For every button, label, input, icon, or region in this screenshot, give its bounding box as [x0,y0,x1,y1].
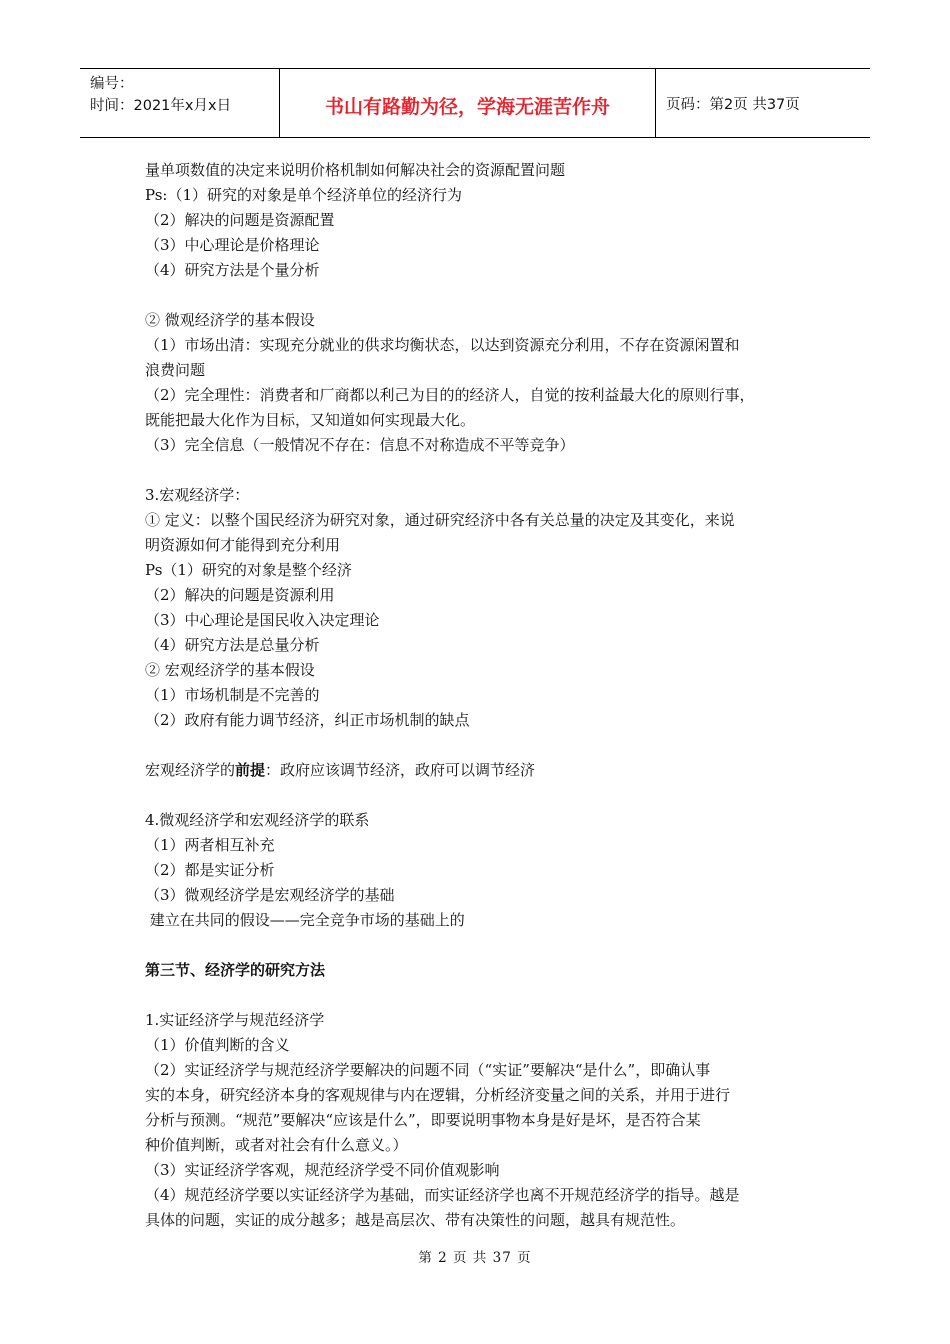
time-label: 时间：2021年x月x日 [90,98,232,114]
blank-line [145,983,817,1008]
section-title-relation: 4.微观经济学和宏观经济学的联系 [145,811,370,829]
section-title-macro: 3.宏观经济学： [145,486,250,504]
body-line: （4）研究方法是总量分析 [145,636,320,654]
body-line: Ps（1）研究的对象是整个经济 [145,561,352,579]
body-line: （2）政府有能力调节经济，纠正市场机制的缺点 [145,711,470,729]
body-line: 实的本身，研究经济本身的客观规律与内在逻辑，分析经济变量之间的关系，并用于进行 [145,1086,731,1104]
body-line: （2）解决的问题是资源利用 [145,586,335,604]
premise-rest: ：政府应该调节经济，政府可以调节经济 [265,761,536,779]
body-line: （1）市场出清：实现充分就业的供求均衡状态，以达到资源充分利用，不存在资源闲置和 [145,336,740,354]
body-line: ② 宏观经济学的基本假设 [145,661,315,679]
premise-bold: 前提 [235,761,266,779]
body-line: （2）解决的问题是资源配置 [145,211,335,229]
body-line: （3）完全信息（一般情况不存在：信息不对称造成不平等竞争） [145,436,575,454]
body-line: 量单项数值的决定来说明价格机制如何解决社会的资源配置问题 [145,161,566,179]
code-label: 编号： [90,76,134,92]
body-line: 既能把最大化作为目标，又知道如何实现最大化。 [145,411,476,429]
document-body [145,158,817,1233]
premise-line [145,758,817,783]
header-motto: 书山有路勤为径，学海无涯苦作舟 [280,69,656,137]
blank-line [145,283,817,308]
blank-line [145,783,817,808]
body-line: 明资源如何才能得到充分利用 [145,536,341,554]
body-line: （4）规范经济学要以实证经济学为基础，而实证经济学也离不开规范经济学的指导。越是 [145,1186,740,1204]
body-line: （1）两者相互补充 [145,836,275,854]
body-line: （3）中心理论是价格理论 [145,236,320,254]
section-title-methods: 1.实证经济学与规范经济学 [145,1011,325,1029]
body-line: （2）都是实证分析 [145,861,275,879]
premise-prefix: 宏观经济学的 [145,761,236,779]
body-line: （1）市场机制是不完善的 [145,686,320,704]
body-line: （3）实证经济学客观，规范经济学受不同价值观影响 [145,1161,500,1179]
body-line: 浪费问题 [145,361,206,379]
body-line: （1）价值判断的含义 [145,1036,290,1054]
body-line: （3）微观经济学是宏观经济学的基础 [145,886,395,904]
blank-line [145,933,817,958]
body-line: （2）完全理性：消费者和厂商都以利己为目的的经济人，自觉的按利益最大化的原则行事， [145,386,755,404]
header-page-info: 页码：第2页 共37页 [666,96,800,113]
body-line: （2）实证经济学与规范经济学要解决的问题不同（“实证”要解决“是什么”，即确认事 [145,1061,711,1079]
header-meta [80,69,280,137]
body-line: 建立在共同的假设——完全竞争市场的基础上的 [145,911,465,929]
body-line: 种价值判断，或者对社会有什么意义。） [145,1136,408,1154]
body-line: 分析与预测。“规范”要解决“应该是什么”，即要说明事物本身是好是坏，是否符合某 [145,1111,701,1129]
page-header [80,68,870,138]
body-line: （4）研究方法是个量分析 [145,261,320,279]
blank-line [145,458,817,483]
blank-line [145,733,817,758]
body-line: 具体的问题，实证的成分越多；越是高层次、带有决策性的问题，越具有规范性。 [145,1211,686,1229]
body-line: ② 微观经济学的基本假设 [145,311,315,329]
body-line: Ps:（1）研究的对象是单个经济单位的经济行为 [145,186,462,204]
body-line: （3）中心理论是国民收入决定理论 [145,611,380,629]
body-line: ① 定义：以整个国民经济为研究对象，通过研究经济中各有关总量的决定及其变化，来说 [145,511,735,529]
section-heading: 第三节、经济学的研究方法 [145,961,326,979]
page-footer: 第 2 页 共 37 页 [418,1250,532,1266]
